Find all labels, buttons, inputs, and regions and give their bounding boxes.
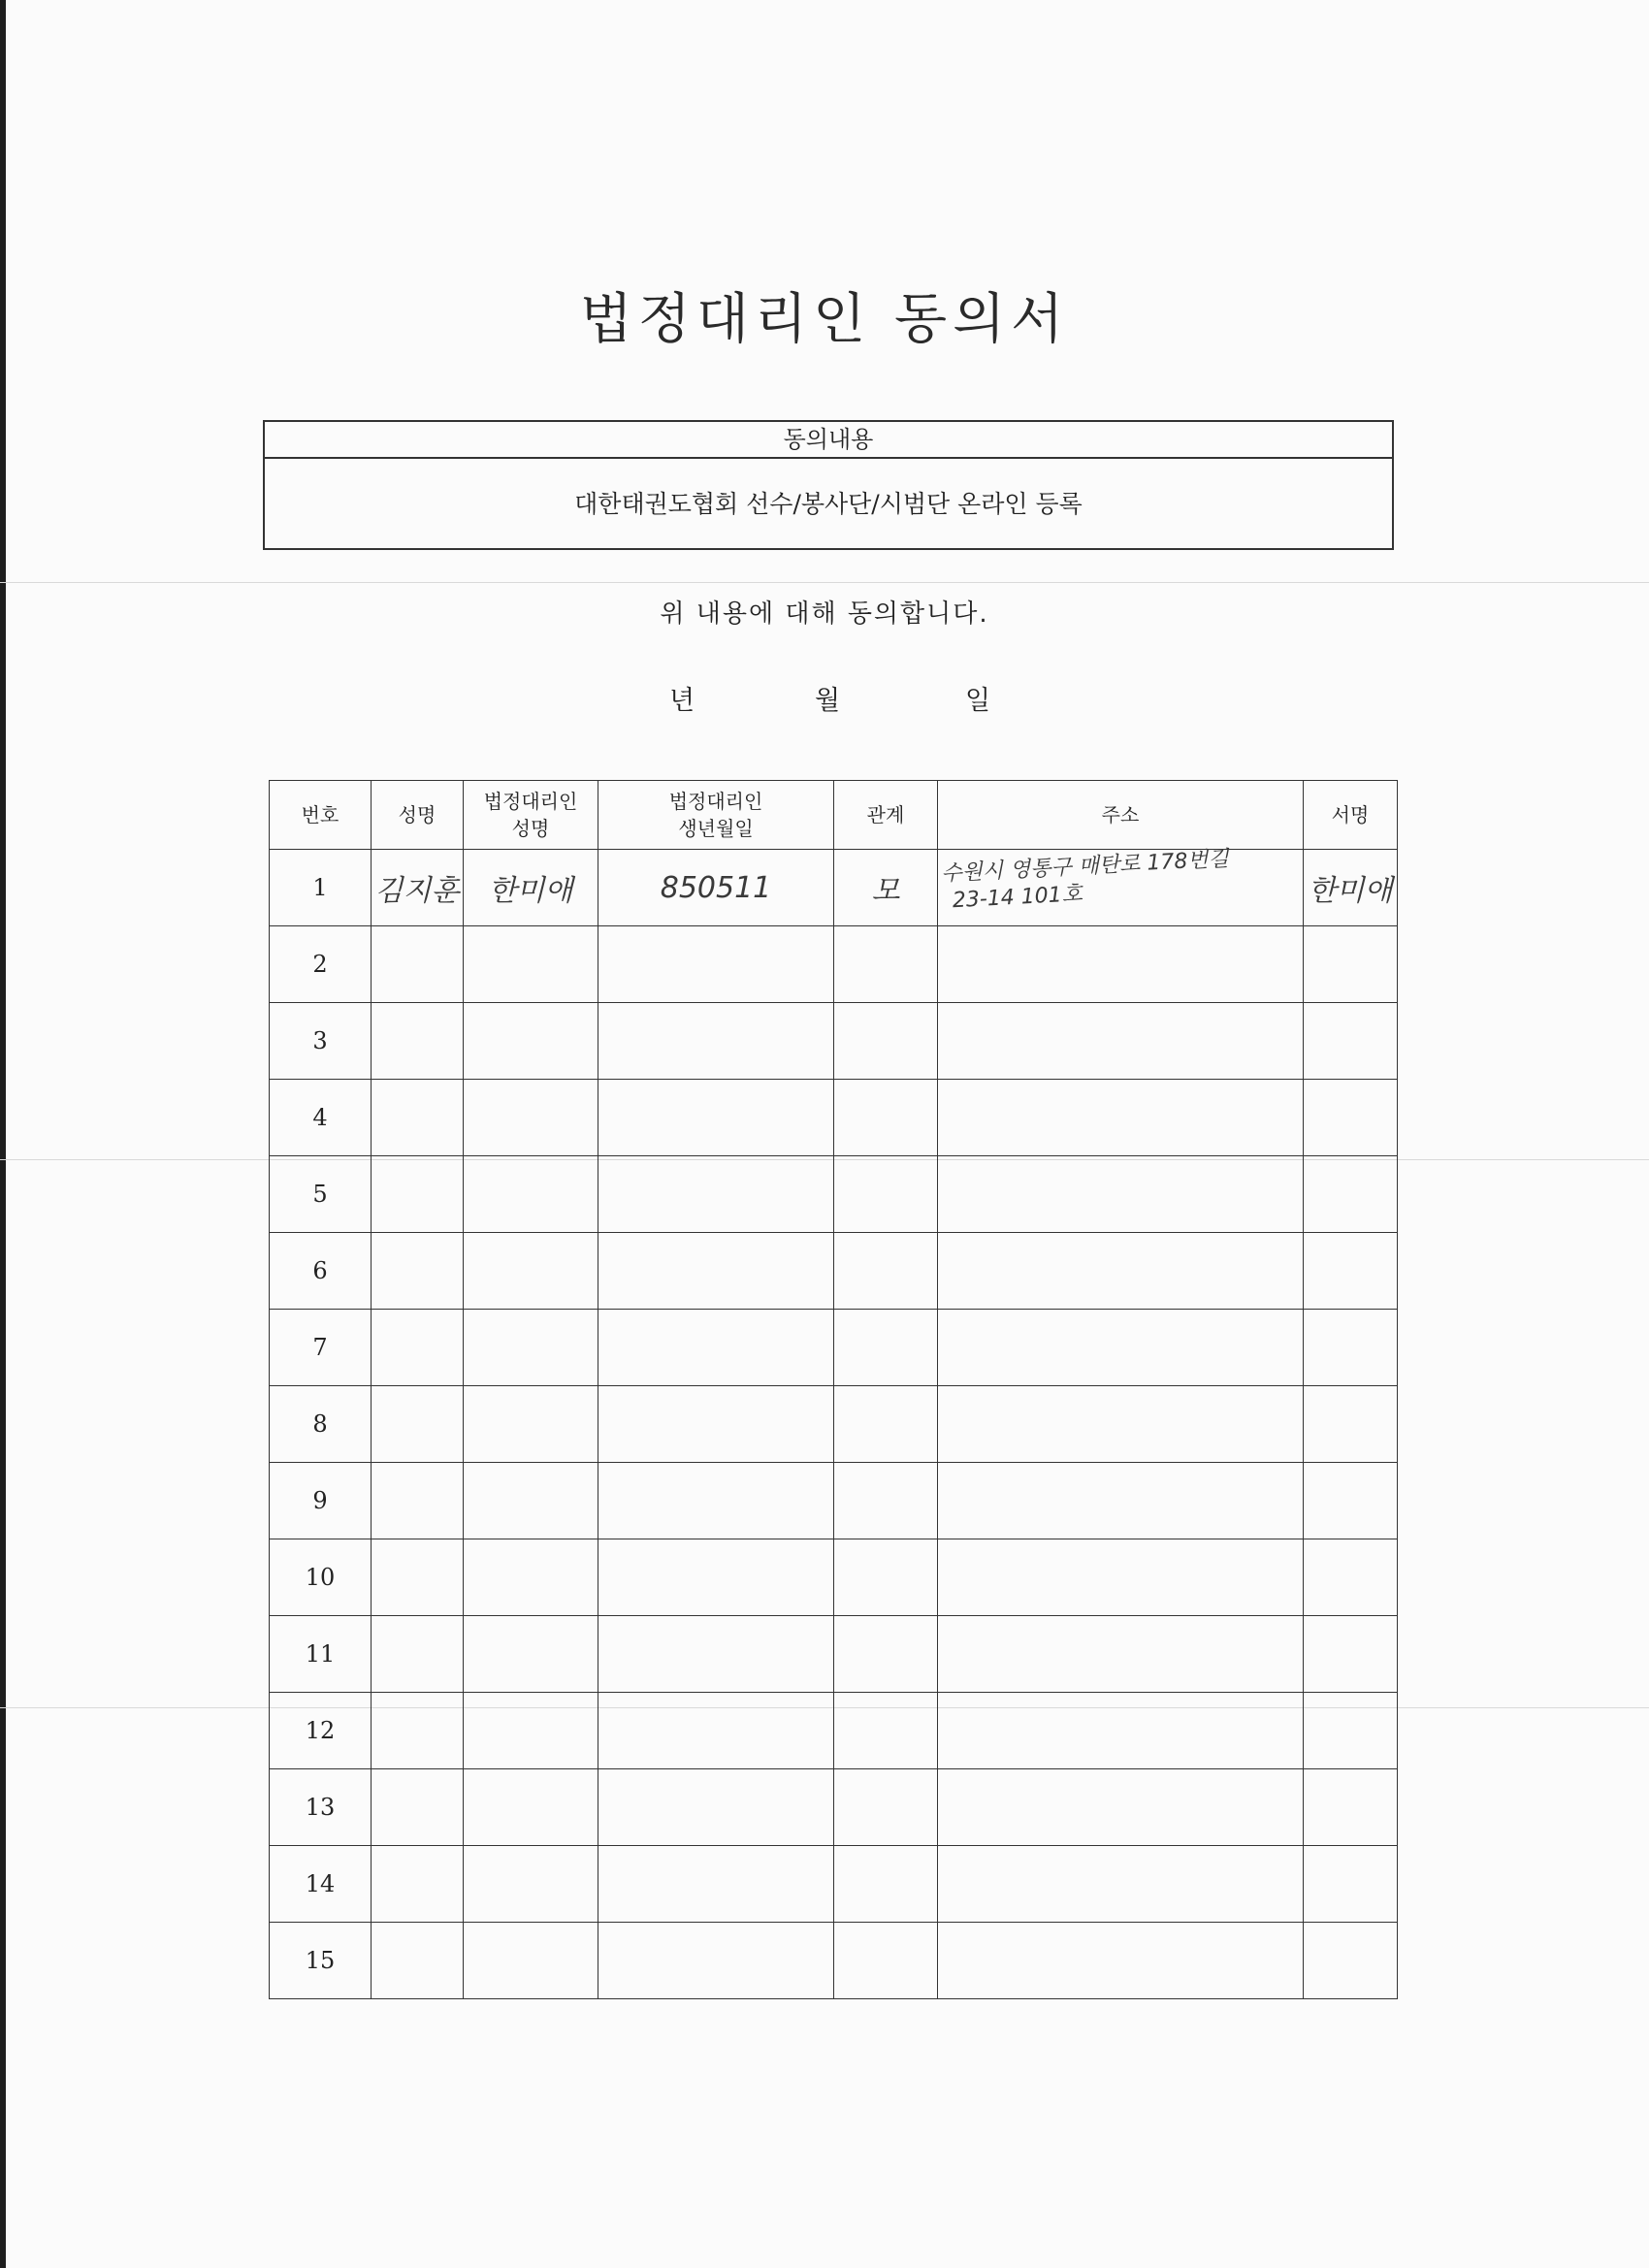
cell-name xyxy=(372,1080,464,1156)
cell-address xyxy=(938,1923,1304,1999)
header-address: 주소 xyxy=(938,781,1304,850)
cell-guardian-birth xyxy=(598,1846,834,1923)
cell-signature xyxy=(1304,1386,1398,1463)
cell-relation xyxy=(834,1693,938,1769)
cell-guardian-birth xyxy=(598,926,834,1003)
table-row xyxy=(270,1846,1398,1923)
cell-name xyxy=(372,1539,464,1616)
table-row xyxy=(270,1080,1398,1156)
cell-relation: 모 xyxy=(834,850,938,926)
cell-no: 8 xyxy=(270,1386,372,1463)
cell-guardian-birth xyxy=(598,1693,834,1769)
cell-guardian-name xyxy=(464,1386,598,1463)
cell-guardian-name xyxy=(464,1616,598,1693)
cell-signature xyxy=(1304,1003,1398,1080)
date-month-label: 월 xyxy=(815,686,841,716)
address-line-1: 수원시 영통구 매탄로 178번길 xyxy=(940,847,1230,887)
cell-guardian-birth xyxy=(598,1310,834,1386)
cell-guardian-name xyxy=(464,1846,598,1923)
cell-address xyxy=(938,1616,1304,1693)
cell-guardian-birth xyxy=(598,1616,834,1693)
cell-guardian-birth xyxy=(598,1003,834,1080)
table-row xyxy=(270,1539,1398,1616)
cell-address xyxy=(938,1769,1304,1846)
cell-guardian-birth xyxy=(598,1463,834,1539)
cell-address xyxy=(938,1693,1304,1769)
cell-address xyxy=(938,1080,1304,1156)
cell-guardian-birth xyxy=(598,1080,834,1156)
cell-relation xyxy=(834,1463,938,1539)
header-guardian-name: 법정대리인 성명 xyxy=(464,781,598,850)
cell-guardian-name xyxy=(464,1539,598,1616)
cell-signature: 한미애 xyxy=(1304,850,1398,926)
cell-name xyxy=(372,1156,464,1233)
header-name: 성명 xyxy=(372,781,464,850)
cell-address xyxy=(938,1003,1304,1080)
table-row xyxy=(270,1923,1398,1999)
cell-signature xyxy=(1304,1156,1398,1233)
cell-name xyxy=(372,1616,464,1693)
cell-signature xyxy=(1304,1463,1398,1539)
cell-guardian-name xyxy=(464,1693,598,1769)
cell-signature xyxy=(1304,1616,1398,1693)
cell-guardian-name xyxy=(464,1923,598,1999)
table-row xyxy=(270,926,1398,1003)
cell-name xyxy=(372,926,464,1003)
consent-box xyxy=(263,420,1394,550)
cell-name xyxy=(372,1693,464,1769)
table-row xyxy=(270,1769,1398,1846)
table-row xyxy=(270,1386,1398,1463)
consent-content: 대한태권도협회 선수/봉사단/시범단 온라인 등록 xyxy=(574,490,1083,518)
cell-no: 4 xyxy=(270,1080,372,1156)
cell-guardian-birth xyxy=(598,1233,834,1310)
cell-relation xyxy=(834,1233,938,1310)
header-no: 번호 xyxy=(270,781,372,850)
cell-no: 11 xyxy=(270,1616,372,1693)
document-title: 법정대리인 동의서 xyxy=(579,288,1070,351)
cell-no: 12 xyxy=(270,1693,372,1769)
cell-relation xyxy=(834,1310,938,1386)
consent-header: 동의내용 xyxy=(265,422,1392,459)
cell-signature xyxy=(1304,1310,1398,1386)
cell-no: 3 xyxy=(270,1003,372,1080)
cell-guardian-name xyxy=(464,1233,598,1310)
cell-guardian-name xyxy=(464,1156,598,1233)
address-line-2: 23-14 101호 xyxy=(952,882,1083,914)
cell-address xyxy=(938,1539,1304,1616)
date-day-label: 일 xyxy=(965,686,991,716)
cell-address xyxy=(938,1463,1304,1539)
cell-signature xyxy=(1304,1693,1398,1769)
cell-guardian-birth xyxy=(598,1769,834,1846)
cell-address xyxy=(938,1310,1304,1386)
cell-address xyxy=(938,1846,1304,1923)
cell-signature xyxy=(1304,1080,1398,1156)
cell-no: 13 xyxy=(270,1769,372,1846)
table-row xyxy=(270,1693,1398,1769)
cell-name xyxy=(372,1769,464,1846)
cell-no: 5 xyxy=(270,1156,372,1233)
cell-name xyxy=(372,1846,464,1923)
table-row xyxy=(270,1616,1398,1693)
cell-relation xyxy=(834,1080,938,1156)
cell-guardian-birth: 850511 xyxy=(598,850,834,926)
table-row xyxy=(270,1233,1398,1310)
registration-table xyxy=(269,780,1398,1999)
cell-relation xyxy=(834,1616,938,1693)
cell-relation xyxy=(834,1769,938,1846)
cell-relation xyxy=(834,1846,938,1923)
cell-signature xyxy=(1304,1539,1398,1616)
cell-relation xyxy=(834,1386,938,1463)
cell-signature xyxy=(1304,926,1398,1003)
cell-signature xyxy=(1304,1769,1398,1846)
cell-guardian-name xyxy=(464,1080,598,1156)
cell-name xyxy=(372,1463,464,1539)
cell-no: 6 xyxy=(270,1233,372,1310)
cell-guardian-name xyxy=(464,1003,598,1080)
cell-address xyxy=(938,926,1304,1003)
cell-address xyxy=(938,1156,1304,1233)
table-row xyxy=(270,1463,1398,1539)
cell-address xyxy=(938,847,1304,926)
cell-signature xyxy=(1304,1846,1398,1923)
cell-relation xyxy=(834,1156,938,1233)
cell-guardian-birth xyxy=(598,1923,834,1999)
header-signature: 서명 xyxy=(1304,781,1398,850)
cell-guardian-name xyxy=(464,1310,598,1386)
table-header-row xyxy=(270,781,1398,850)
handwritten-address xyxy=(941,846,1231,915)
cell-name xyxy=(372,1923,464,1999)
cell-signature xyxy=(1304,1923,1398,1999)
cell-no: 14 xyxy=(270,1846,372,1923)
cell-guardian-name xyxy=(464,1769,598,1846)
cell-guardian-name xyxy=(464,926,598,1003)
cell-no: 9 xyxy=(270,1463,372,1539)
consent-statement: 위 내용에 대해 동의합니다. xyxy=(660,599,989,629)
cell-guardian-birth xyxy=(598,1386,834,1463)
date-year-label: 년 xyxy=(669,686,695,716)
cell-guardian-birth xyxy=(598,1539,834,1616)
cell-name: 김지훈 xyxy=(372,850,464,926)
cell-name xyxy=(372,1233,464,1310)
header-guardian-birth: 법정대리인 생년월일 xyxy=(598,781,834,850)
cell-relation xyxy=(834,1539,938,1616)
table-row xyxy=(270,1156,1398,1233)
cell-no: 1 xyxy=(270,850,372,926)
header-relation: 관계 xyxy=(834,781,938,850)
cell-address xyxy=(938,1233,1304,1310)
table-row xyxy=(270,1310,1398,1386)
cell-no: 2 xyxy=(270,926,372,1003)
cell-relation xyxy=(834,926,938,1003)
cell-no: 7 xyxy=(270,1310,372,1386)
cell-name xyxy=(372,1386,464,1463)
cell-no: 15 xyxy=(270,1923,372,1999)
cell-relation xyxy=(834,1923,938,1999)
cell-name xyxy=(372,1310,464,1386)
paper-fold xyxy=(0,582,1649,583)
cell-guardian-name xyxy=(464,1463,598,1539)
cell-no: 10 xyxy=(270,1539,372,1616)
table-row xyxy=(270,850,1398,926)
cell-address xyxy=(938,1386,1304,1463)
table-row xyxy=(270,1003,1398,1080)
cell-guardian-birth xyxy=(598,1156,834,1233)
cell-relation xyxy=(834,1003,938,1080)
cell-signature xyxy=(1304,1233,1398,1310)
cell-name xyxy=(372,1003,464,1080)
cell-guardian-name: 한미애 xyxy=(464,850,598,926)
